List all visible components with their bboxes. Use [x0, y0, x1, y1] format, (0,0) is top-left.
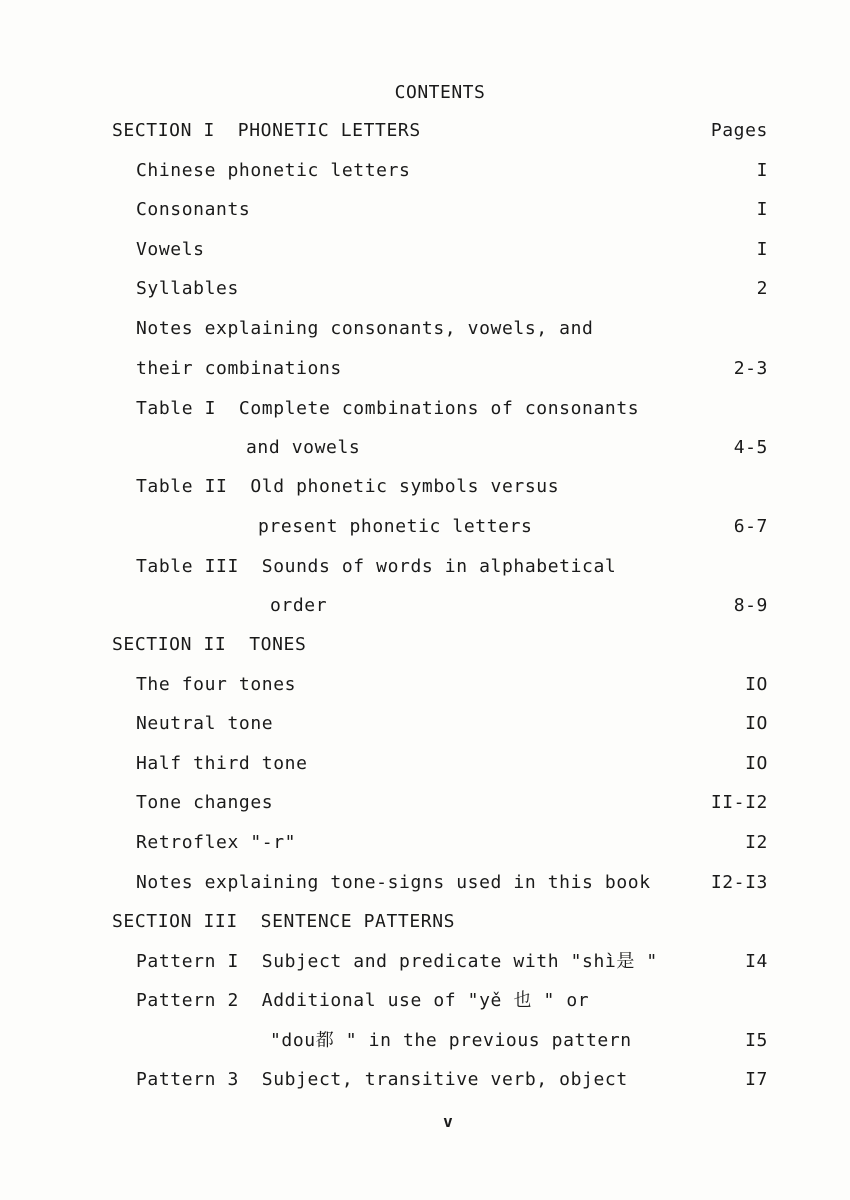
toc-page-number: 2-3 [733, 358, 768, 379]
toc-entry: their combinations [136, 358, 342, 379]
toc-entry: Neutral tone [136, 713, 274, 734]
pages-column-header: Pages [710, 120, 768, 141]
toc-entry: Retroflex "-r" [136, 832, 297, 853]
toc-entry: Table I Complete combinations of consonants [136, 398, 640, 419]
toc-page-number: I [756, 239, 768, 260]
toc-entry: Table III Sounds of words in alphabetical [136, 556, 617, 577]
toc-page-number: 2 [756, 278, 768, 299]
toc-page-number: I4 [745, 951, 768, 972]
toc-entry: Chinese phonetic letters [136, 160, 411, 181]
toc-entry: Notes explaining tone-signs used in this book [136, 872, 651, 893]
section-heading: SECTION III SENTENCE PATTERNS [112, 911, 456, 932]
toc-page-number: I5 [745, 1030, 768, 1051]
toc-page-number: II-I2 [710, 792, 768, 813]
toc-page-number: IO [745, 713, 768, 734]
toc-entry: Syllables [136, 278, 239, 299]
toc-entry: Pattern 2 Additional use of "yě 也 " or [136, 990, 590, 1011]
toc-page-number: I [756, 199, 768, 220]
toc-page-number: I2-I3 [710, 872, 768, 893]
toc-page-number: I2 [745, 832, 768, 853]
contents-title: CONTENTS [394, 82, 486, 103]
toc-entry: order [270, 595, 328, 616]
toc-entry: Vowels [136, 239, 205, 260]
toc-entry: "dou都 " in the previous pattern [270, 1030, 632, 1051]
toc-page-number: 8-9 [733, 595, 768, 616]
toc-page-number: I7 [745, 1069, 768, 1090]
section-heading: SECTION I PHONETIC LETTERS [112, 120, 421, 141]
toc-entry: The four tones [136, 674, 297, 695]
section-heading: SECTION II TONES [112, 634, 307, 655]
toc-entry: present phonetic letters [258, 516, 533, 537]
toc-entry: Table II Old phonetic symbols versus [136, 476, 560, 497]
toc-page-number: IO [745, 753, 768, 774]
toc-page-number: I [756, 160, 768, 181]
toc-entry: Tone changes [136, 792, 274, 813]
page-folio: v [443, 1112, 453, 1131]
toc-entry: Consonants [136, 199, 251, 220]
toc-entry: Pattern 3 Subject, transitive verb, object [136, 1069, 628, 1090]
toc-entry: Pattern I Subject and predicate with "shì是 " [136, 951, 658, 972]
toc-entry: Notes explaining consonants, vowels, and [136, 318, 594, 339]
toc-page-number: 4-5 [733, 437, 768, 458]
toc-entry: Half third tone [136, 753, 308, 774]
toc-page-number: 6-7 [733, 516, 768, 537]
toc-entry: and vowels [246, 437, 361, 458]
toc-page-number: IO [745, 674, 768, 695]
